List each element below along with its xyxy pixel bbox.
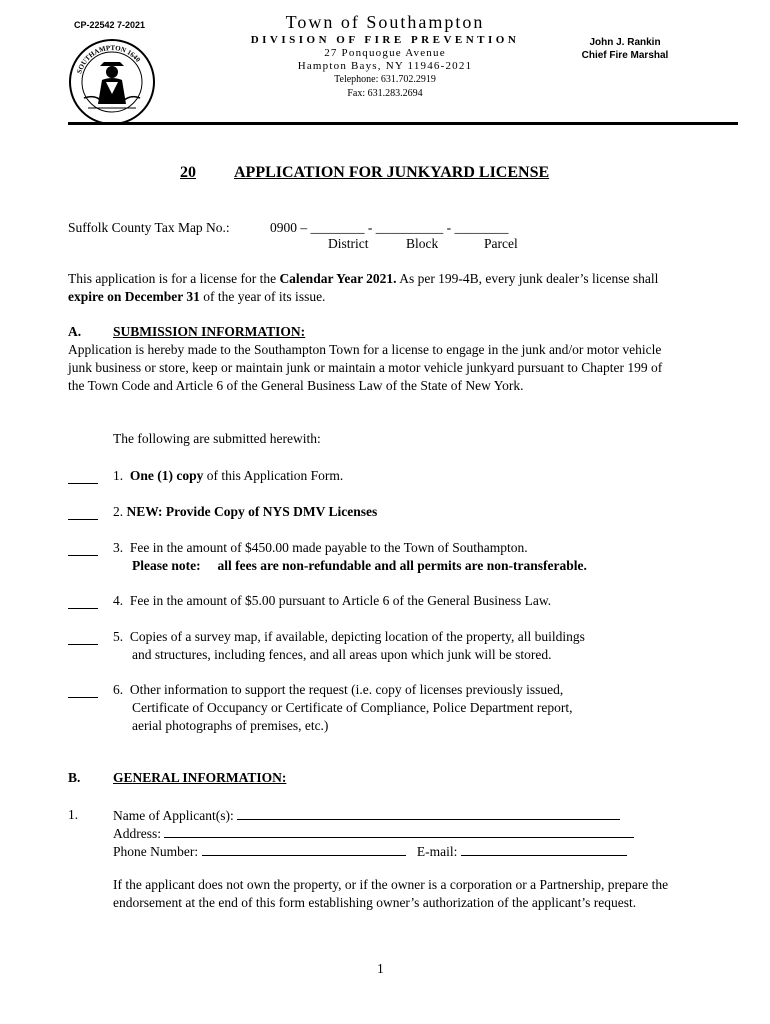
list-item: 1. One (1) copy of this Application Form. bbox=[113, 468, 344, 483]
tax-map-label: Suffolk County Tax Map No.: bbox=[68, 220, 230, 235]
applicant-name-label: Name of Applicant(s): bbox=[113, 808, 234, 823]
email-label: E-mail: bbox=[416, 844, 458, 859]
address-line-1: 27 Ponquogue Avenue bbox=[324, 47, 446, 59]
list-item: 6. Other information to support the request (i.e. copy of licenses previously issued, Certificate of Occupancy or Certificate of Compliance, Police Department report, aerial photographs of premises, etc.) bbox=[113, 682, 573, 733]
section-b-letter: B. bbox=[68, 770, 81, 785]
intro-paragraph: This application is for a license for the Calendar Year 2021. As per 199-4B, every junk dealer’s license shall expire on December 31 of the year of its issue. bbox=[68, 271, 659, 304]
title-text: APPLICATION FOR JUNKYARD LICENSE bbox=[234, 164, 550, 181]
section-b-heading: GENERAL INFORMATION: bbox=[113, 770, 287, 785]
section-b-item-number: 1. bbox=[68, 807, 79, 822]
svg-text:SOUTHAMPTON 1640: SOUTHAMPTON 1640 bbox=[75, 43, 142, 75]
item-4-checkbox-line[interactable] bbox=[68, 596, 98, 609]
section-a-heading: SUBMISSION INFORMATION: bbox=[113, 324, 306, 339]
official-title: Chief Fire Marshal bbox=[581, 50, 669, 61]
district-label: District bbox=[328, 236, 369, 251]
applicant-name-row bbox=[113, 806, 620, 825]
tax-map-field[interactable]: 0900 – ________ - __________ - ________ bbox=[270, 220, 509, 235]
town-name: Town of Southampton bbox=[285, 12, 485, 32]
email-field[interactable] bbox=[461, 842, 627, 856]
phone-label: Phone Number: bbox=[113, 844, 199, 859]
item-5-checkbox-line[interactable] bbox=[68, 632, 98, 645]
item-2-checkbox-line[interactable] bbox=[68, 507, 98, 520]
address-row bbox=[113, 824, 634, 843]
list-item: 2. NEW: Provide Copy of NYS DMV Licenses bbox=[113, 504, 378, 519]
block-label: Block bbox=[406, 236, 439, 251]
header-divider bbox=[68, 122, 738, 125]
parcel-label: Parcel bbox=[484, 236, 518, 251]
item-6-checkbox-line[interactable] bbox=[68, 685, 98, 698]
town-seal-logo bbox=[68, 38, 156, 126]
section-a-letter: A. bbox=[68, 324, 82, 339]
official-block bbox=[560, 36, 690, 62]
applicant-name-field[interactable] bbox=[237, 806, 620, 820]
form-code: CP-22542 7-2021 bbox=[74, 20, 146, 30]
submitted-herewith: The following are submitted herewith: bbox=[113, 431, 321, 446]
title-year: 20 bbox=[180, 164, 196, 181]
phone-email-row bbox=[113, 842, 627, 861]
item-1-checkbox-line[interactable] bbox=[68, 471, 98, 484]
list-item: 3. Fee in the amount of $450.00 made payable to the Town of Southampton. Please note: all fees are non-refundable and all permits are non-transferable. bbox=[113, 540, 587, 573]
list-item: 4. Fee in the amount of $5.00 pursuant to Article 6 of the General Business Law. bbox=[113, 593, 552, 608]
page-number: 1 bbox=[377, 961, 384, 976]
division-name: DIVISION OF FIRE PREVENTION bbox=[250, 34, 520, 46]
address-field[interactable] bbox=[164, 824, 634, 838]
telephone: Telephone: 631.702.2919 bbox=[334, 74, 436, 85]
owner-authorization-note: If the applicant does not own the property, or if the owner is a corporation or a Partnership, prepare the endorsement at the end of this form establishing owner’s authorization of the applicant’s request. bbox=[113, 877, 669, 910]
address-line-2: Hampton Bays, NY 11946-2021 bbox=[297, 60, 473, 72]
section-a-body: Application is hereby made to the Southampton Town for a license to engage in the junk and/or motor vehicle junk business or store, keep or maintain junk or maintain a motor vehicle junkyard pursuant to Chapter 199 of the Town Code and Article 6 of the General Business Law of the State of New York. bbox=[68, 342, 663, 393]
address-label: Address: bbox=[113, 826, 161, 841]
list-item: 5. Copies of a survey map, if available, depicting location of the property, all buildings and structures, including fences, and all areas upon which junk will be stored. bbox=[113, 629, 585, 662]
fax: Fax: 631.283.2694 bbox=[347, 88, 423, 99]
item-3-checkbox-line[interactable] bbox=[68, 543, 98, 556]
official-name: John J. Rankin bbox=[589, 37, 661, 48]
phone-field[interactable] bbox=[202, 842, 406, 856]
page-title bbox=[180, 164, 549, 182]
